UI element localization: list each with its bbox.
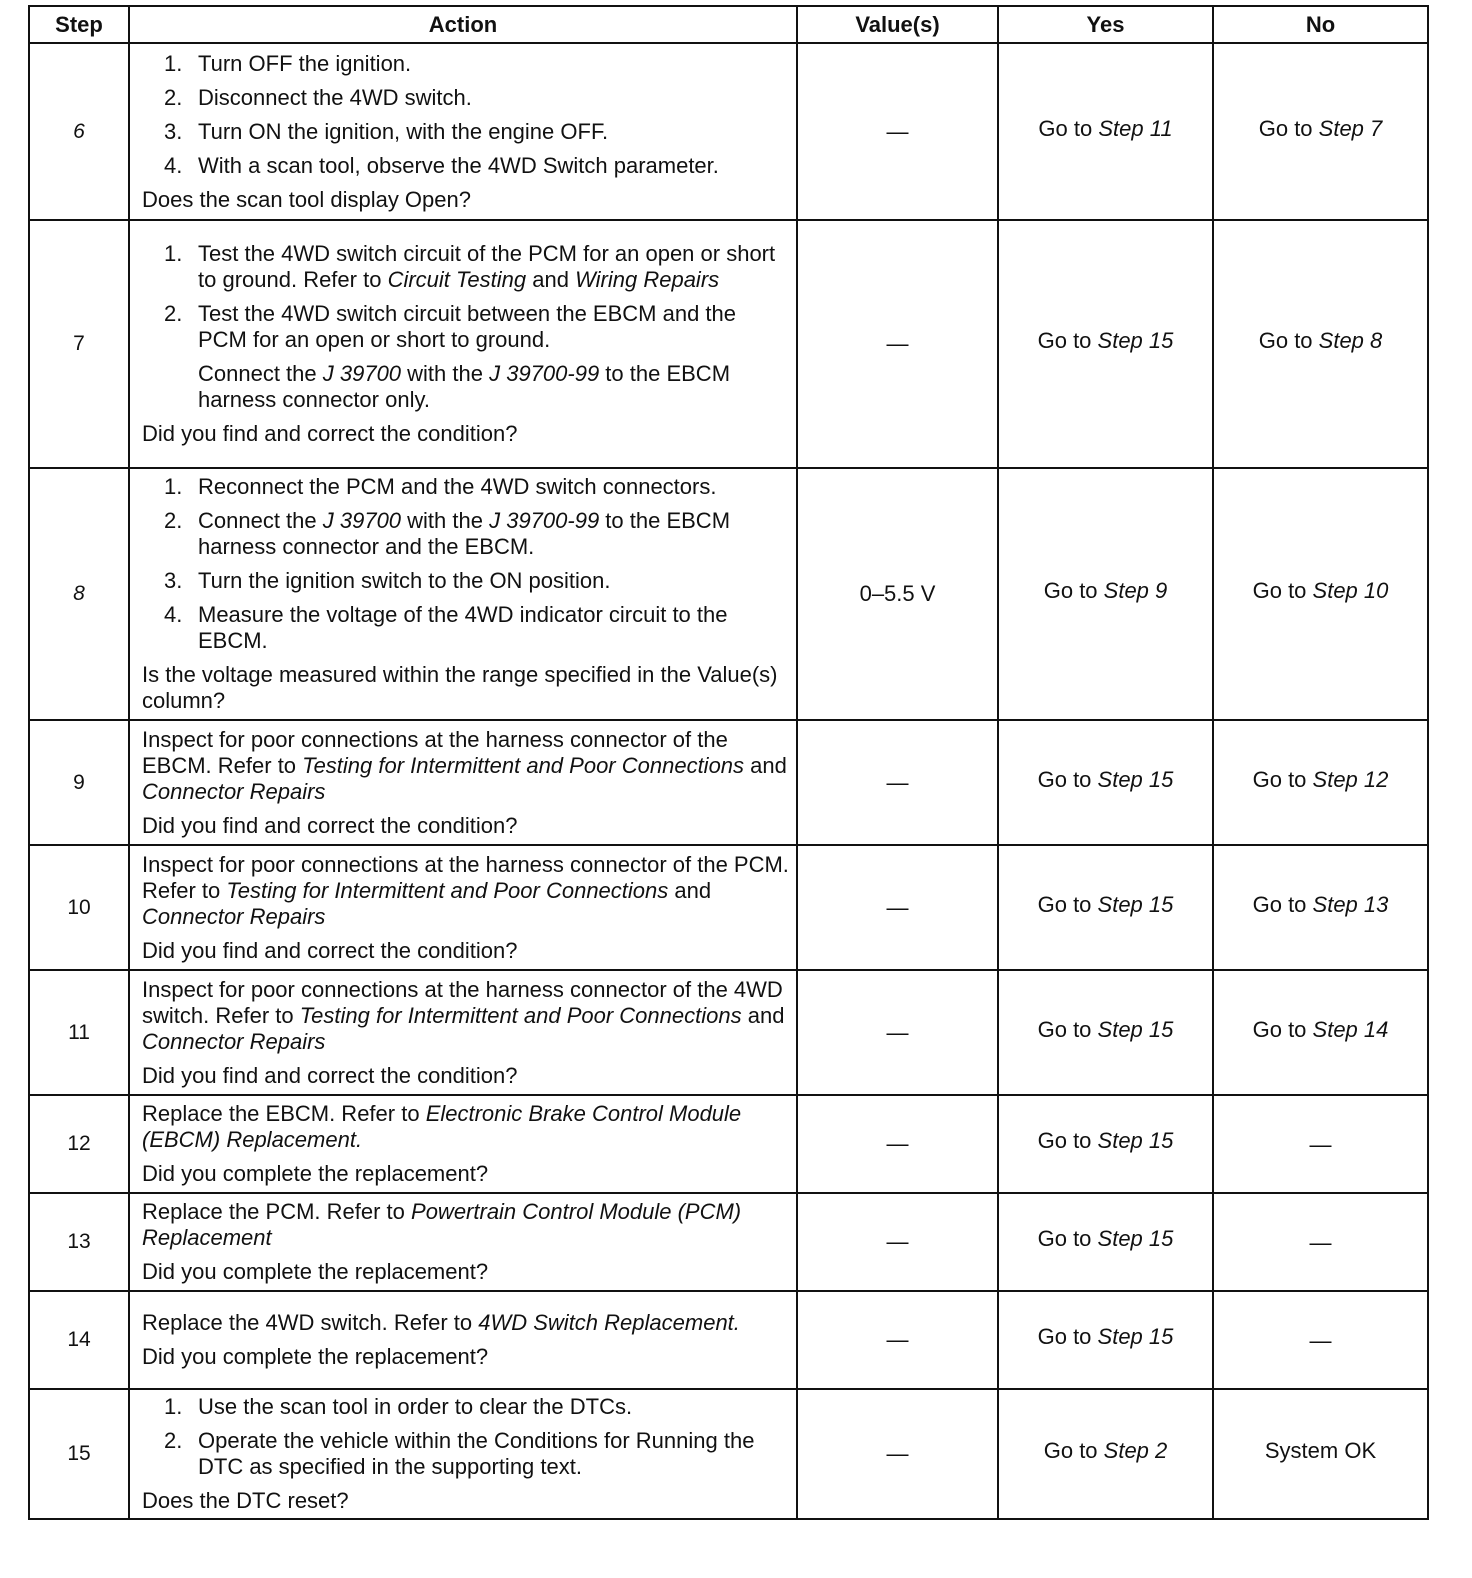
step-number: 13 xyxy=(29,1193,129,1291)
step-number: 11 xyxy=(29,970,129,1095)
list-item: 1. Reconnect the PCM and the 4WD switch connectors. xyxy=(164,474,717,499)
question-text: Did you complete the replacement? xyxy=(142,1259,489,1284)
instruction-text: Inspect for poor connections at the harness connector of the 4WD switch. Refer to Testing for Intermittent and Poor Connections and Connector Repairs xyxy=(142,976,785,1054)
table-row xyxy=(29,220,1428,468)
table-row xyxy=(29,468,1428,720)
instruction-text: Replace the 4WD switch. Refer to 4WD Switch Replacement. xyxy=(142,1310,740,1335)
no-cell: — xyxy=(1213,1291,1428,1389)
list-item: 1. Use the scan tool in order to clear the DTCs. xyxy=(164,1394,633,1419)
action-cell xyxy=(129,1193,797,1291)
question-text: Did you find and correct the condition? xyxy=(142,937,518,963)
action-cell xyxy=(129,1291,797,1389)
header-values: Value(s) xyxy=(797,6,998,43)
yes-cell: Go to Step 9 xyxy=(998,468,1213,720)
no-cell: Go to Step 7 xyxy=(1213,43,1428,220)
header-no: No xyxy=(1213,6,1428,43)
value-cell: — xyxy=(797,1193,998,1291)
step-number: 9 xyxy=(29,720,129,845)
table-row xyxy=(29,970,1428,1095)
value-cell: — xyxy=(797,43,998,220)
value-cell: — xyxy=(797,220,998,468)
action-cell xyxy=(129,1389,797,1519)
list-item: 1. Test the 4WD switch circuit of the PCM for an open or short to ground. Refer to Circuit Testing and Wiring Repairs xyxy=(164,241,776,292)
instruction-text: Inspect for poor connections at the harness connector of the PCM. Refer to Testing for Intermittent and Poor Connections and Connector Repairs xyxy=(142,851,789,929)
list-item: 4. With a scan tool, observe the 4WD Switch parameter. xyxy=(164,152,719,178)
value-cell: — xyxy=(797,720,998,845)
question-text: Did you find and correct the condition? xyxy=(142,421,518,446)
instruction-text: Replace the PCM. Refer to Powertrain Control Module (PCM) Replacement xyxy=(142,1199,742,1250)
question-text: Did you complete the replacement? xyxy=(142,1344,489,1369)
table-row xyxy=(29,1193,1428,1291)
list-item: 2. Connect the J 39700 with the J 39700-99 to the EBCM harness connector and the EBCM. xyxy=(164,508,731,559)
instruction-text: Replace the EBCM. Refer to Electronic Brake Control Module (EBCM) Replacement. xyxy=(142,1101,742,1152)
no-cell: Go to Step 12 xyxy=(1213,720,1428,845)
question-text: Did you find and correct the condition? xyxy=(142,1062,518,1088)
step-number: 7 xyxy=(29,220,129,468)
step-number: 12 xyxy=(29,1095,129,1193)
header-action: Action xyxy=(129,6,797,43)
action-cell xyxy=(129,845,797,970)
header-row xyxy=(29,6,1428,43)
no-cell: Go to Step 10 xyxy=(1213,468,1428,720)
question-text: Does the scan tool display Open? xyxy=(142,186,471,212)
instruction-text: Inspect for poor connections at the harness connector of the EBCM. Refer to Testing for Intermittent and Poor Connections and Connector Repairs xyxy=(142,726,787,804)
list-item: 2. Operate the vehicle within the Conditions for Running the DTC as specified in the supporting text. xyxy=(164,1428,755,1479)
question-text: Does the DTC reset? xyxy=(142,1488,349,1513)
table-row xyxy=(29,1291,1428,1389)
step-number: 8 xyxy=(29,468,129,720)
no-cell: — xyxy=(1213,1095,1428,1193)
step-number: 6 xyxy=(29,43,129,220)
table-row xyxy=(29,43,1428,220)
table-row xyxy=(29,1389,1428,1519)
yes-cell: Go to Step 15 xyxy=(998,720,1213,845)
header-step: Step xyxy=(29,6,129,43)
yes-cell: Go to Step 2 xyxy=(998,1389,1213,1519)
step-number: 15 xyxy=(29,1389,129,1519)
step-number: 10 xyxy=(29,845,129,970)
value-cell: — xyxy=(797,970,998,1095)
no-cell: System OK xyxy=(1213,1389,1428,1519)
yes-cell: Go to Step 15 xyxy=(998,1095,1213,1193)
no-cell: Go to Step 13 xyxy=(1213,845,1428,970)
list-item: 1. Turn OFF the ignition. xyxy=(164,50,412,76)
yes-cell: Go to Step 15 xyxy=(998,970,1213,1095)
yes-cell: Go to Step 15 xyxy=(998,1291,1213,1389)
value-cell: — xyxy=(797,1291,998,1389)
list-item: 3. Turn ON the ignition, with the engine OFF. xyxy=(164,118,609,144)
diagnostic-table xyxy=(28,5,1429,1520)
yes-cell: Go to Step 11 xyxy=(998,43,1213,220)
list-item: 2. Test the 4WD switch circuit between the EBCM and the PCM for an open or short to ground. xyxy=(164,301,737,352)
question-text: Is the voltage measured within the range specified in the Value(s) column? xyxy=(142,662,778,713)
question-text: Did you find and correct the condition? xyxy=(142,812,518,838)
action-cell xyxy=(129,720,797,845)
table-row xyxy=(29,720,1428,845)
step-number: 14 xyxy=(29,1291,129,1389)
question-text: Did you complete the replacement? xyxy=(142,1161,489,1186)
header-yes: Yes xyxy=(998,6,1213,43)
sub-instruction: Connect the J 39700 with the J 39700-99 to the EBCM harness connector only. xyxy=(198,361,731,412)
value-cell: — xyxy=(797,1095,998,1193)
list-item: 3. Turn the ignition switch to the ON position. xyxy=(164,568,611,593)
table-row xyxy=(29,1095,1428,1193)
list-item: 4. Measure the voltage of the 4WD indicator circuit to the EBCM. xyxy=(164,602,728,653)
no-cell: — xyxy=(1213,1193,1428,1291)
action-cell xyxy=(129,1095,797,1193)
value-cell: 0–5.5 V xyxy=(797,468,998,720)
no-cell: Go to Step 8 xyxy=(1213,220,1428,468)
list-item: 2. Disconnect the 4WD switch. xyxy=(164,84,472,110)
action-cell xyxy=(129,468,797,720)
value-cell: — xyxy=(797,845,998,970)
no-cell: Go to Step 14 xyxy=(1213,970,1428,1095)
yes-cell: Go to Step 15 xyxy=(998,845,1213,970)
table-row xyxy=(29,845,1428,970)
action-cell xyxy=(129,43,797,220)
action-cell xyxy=(129,220,797,468)
value-cell: — xyxy=(797,1389,998,1519)
action-cell xyxy=(129,970,797,1095)
yes-cell: Go to Step 15 xyxy=(998,220,1213,468)
yes-cell: Go to Step 15 xyxy=(998,1193,1213,1291)
